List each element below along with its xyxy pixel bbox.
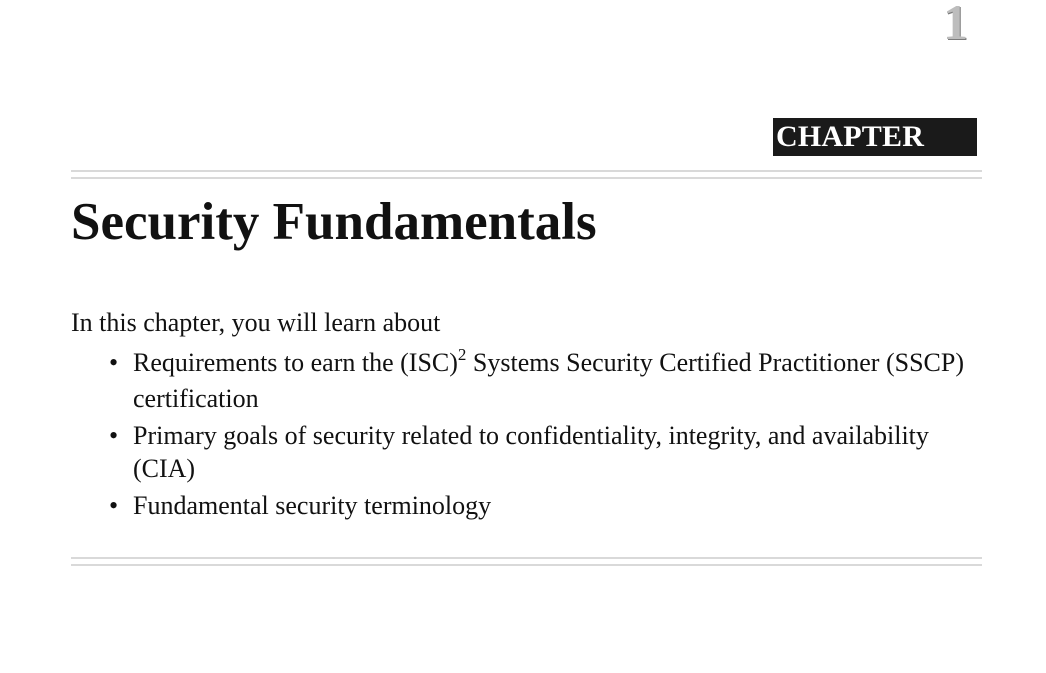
- list-item: [105, 346, 985, 415]
- objective-superscript: 2: [457, 345, 467, 364]
- bottom-divider: [71, 557, 982, 566]
- chapter-badge: [773, 118, 977, 156]
- chapter-title: Security Fundamentals: [71, 193, 597, 251]
- bullet-icon: •: [109, 348, 119, 377]
- bullet-icon: •: [109, 421, 119, 450]
- objective-text: Fundamental security terminology: [133, 491, 492, 520]
- chapter-number: 1: [943, 0, 968, 50]
- list-item: [105, 419, 985, 485]
- objective-text-end: Systems Security Certified Practitioner (SSCP) certification: [133, 348, 964, 413]
- top-divider: [71, 170, 982, 179]
- objective-text-start: Requirements to earn the (ISC): [133, 348, 458, 377]
- intro-text: In this chapter, you will learn about: [71, 308, 441, 337]
- list-item: [105, 489, 985, 522]
- bullet-icon: •: [109, 491, 119, 520]
- chapter-label: CHAPTER: [776, 120, 925, 153]
- learning-objectives-list: [105, 346, 985, 526]
- objective-text: Primary goals of security related to confidentiality, integrity, and availability (CIA): [133, 421, 929, 483]
